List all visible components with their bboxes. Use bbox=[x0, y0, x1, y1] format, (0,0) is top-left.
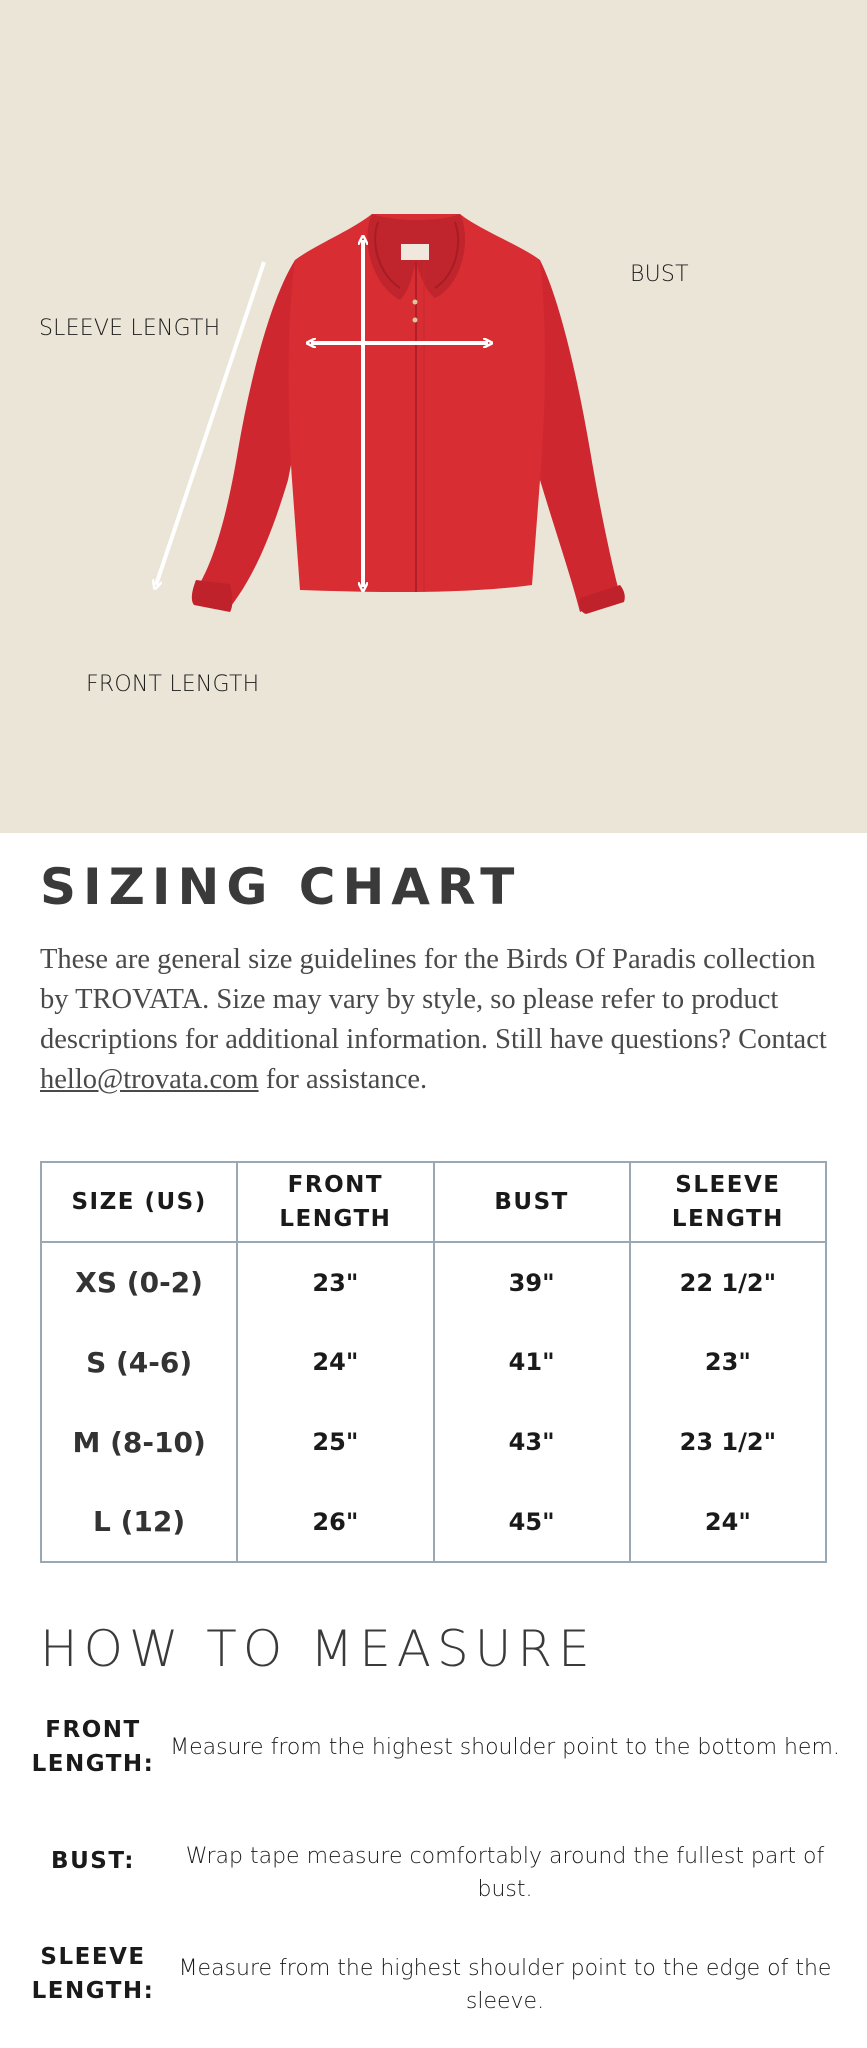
size-cell: M (8-10) bbox=[41, 1402, 237, 1482]
bust-cell: 45" bbox=[434, 1482, 630, 1562]
measure-label: BUST: bbox=[51, 1848, 135, 1874]
red-blouse-shape bbox=[192, 214, 625, 614]
bust-cell: 39" bbox=[434, 1242, 630, 1322]
header-size-us: SIZE (US) bbox=[41, 1162, 237, 1242]
sizing-chart-title: SIZING CHART bbox=[40, 858, 522, 916]
measure-label: SLEEVE LENGTH: bbox=[31, 1944, 155, 2004]
header-bust: BUST bbox=[434, 1162, 630, 1242]
size-table-header-row bbox=[41, 1162, 826, 1242]
sleeve-length-cell: 23 1/2" bbox=[630, 1402, 826, 1482]
measure-description: Wrap tape measure comfortably around the fullest part of bust. bbox=[185, 1844, 825, 1902]
bust-label: BUST bbox=[630, 262, 689, 287]
sizing-intro-paragraph bbox=[40, 940, 840, 1100]
bust-cell: 41" bbox=[434, 1322, 630, 1402]
sleeve-length-cell: 22 1/2" bbox=[630, 1242, 826, 1322]
table-row bbox=[41, 1482, 826, 1562]
size-table bbox=[40, 1161, 827, 1563]
front-length-label: FRONT LENGTH bbox=[86, 672, 260, 697]
sleeve-length-cell: 23" bbox=[630, 1322, 826, 1402]
sleeve-length-cell: 24" bbox=[630, 1482, 826, 1562]
measure-description: Measure from the highest shoulder point to the edge of the sleeve. bbox=[178, 1956, 832, 2014]
intro-suffix: for assistance. bbox=[258, 1064, 428, 1095]
contact-email-link[interactable]: hello@trovata.com bbox=[40, 1064, 259, 1095]
sleeve-length-label: SLEEVE LENGTH bbox=[39, 316, 221, 341]
garment-illustration-area bbox=[0, 0, 867, 833]
table-row bbox=[41, 1402, 826, 1482]
bust-cell: 43" bbox=[434, 1402, 630, 1482]
header-sleeve-length: SLEEVE LENGTH bbox=[630, 1162, 826, 1242]
front-length-cell: 26" bbox=[237, 1482, 433, 1562]
intro-text: These are general size guidelines for the Birds Of Paradis collection by TROVATA. Size may vary by style, so please refer to product descriptions for additional information. Still have questions? Contact bbox=[40, 944, 827, 1055]
size-cell: S (4-6) bbox=[41, 1322, 237, 1402]
front-length-cell: 25" bbox=[237, 1402, 433, 1482]
measure-label: FRONT LENGTH: bbox=[31, 1717, 155, 1777]
size-cell: XS (0-2) bbox=[41, 1242, 237, 1322]
shirt-illustration bbox=[0, 0, 867, 833]
how-to-measure-title: HOW TO MEASURE bbox=[40, 1620, 596, 1678]
table-row bbox=[41, 1322, 826, 1402]
measure-description: Measure from the highest shoulder point to the bottom hem. bbox=[170, 1735, 840, 1760]
table-row bbox=[41, 1242, 826, 1322]
size-cell: L (12) bbox=[41, 1482, 237, 1562]
front-length-cell: 24" bbox=[237, 1322, 433, 1402]
front-length-cell: 23" bbox=[237, 1242, 433, 1322]
header-front-length: FRONT LENGTH bbox=[237, 1162, 433, 1242]
